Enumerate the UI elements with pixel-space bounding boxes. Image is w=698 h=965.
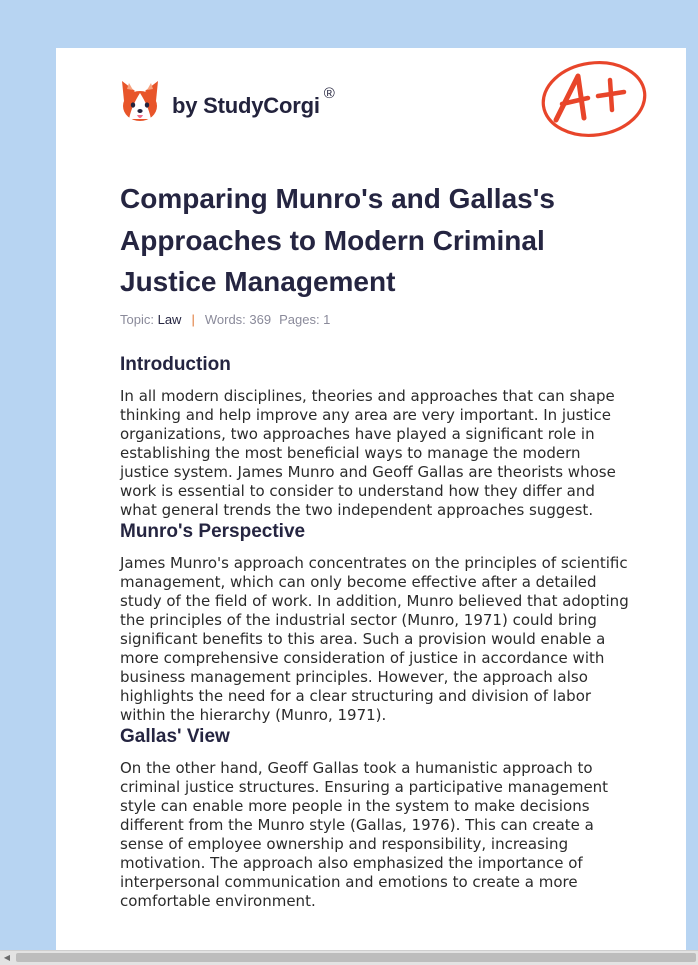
word-count: Words: 369 — [204, 312, 272, 327]
scrollbar-thumb[interactable] — [16, 953, 696, 962]
horizontal-scrollbar[interactable] — [0, 950, 698, 965]
scroll-left-arrow-icon[interactable]: ◀ — [3, 953, 11, 962]
document-meta — [120, 312, 330, 327]
brand-header[interactable] — [120, 76, 335, 126]
brand-name: by StudyCorgi — [172, 93, 320, 118]
document-page — [56, 48, 686, 952]
section-paragraph: James Munro's approach concentrates on the principles of scientific management, which can only become effective after a detailed study of the field of work. In addition, Munro believed that adopting the principles of the industrial sector (Munro, 1971) could bring significant benefits to this area. Such a provision would enable a more comprehensive consideration of justice in accordance with business management principles. However, the approach also highlights the need for a clear structuring and division of labor within the hierarchy (Munro, 1971). — [120, 554, 629, 724]
registered-mark: ® — [323, 84, 335, 102]
section-heading: Introduction — [120, 354, 231, 375]
section-heading: Munro's Perspective — [120, 521, 306, 542]
section-paragraph: On the other hand, Geoff Gallas took a humanistic approach to criminal justice structures. Ensuring a participative management style can enable more people in the system to make decisions different from the Munro style (Gallas, 1976). This can create a sense of employee ownership and responsibility, increasing motivation. The approach also emphasized the importance of interpersonal communication and emotions to create a more comfortable environment. — [120, 759, 609, 910]
section-heading: Gallas' View — [120, 726, 230, 747]
document-title: Comparing Munro's and Gallas's Approaches to Modern Criminal Justice Management — [120, 183, 555, 297]
section-paragraph: In all modern disciplines, theories and approaches that can shape thinking and help improve any area are very important. In justice organizations, two approaches have played a significant role in establishing the most beneficial ways to manage the modern justice system. James Munro and Geoff Gallas are theorists whose work is essential to consider to understand how they differ and what general trends the two independent approaches suggest. — [120, 387, 616, 519]
topic-label: Topic: — [120, 312, 154, 327]
topic-link[interactable]: Law — [157, 312, 182, 327]
meta-separator: | — [191, 312, 195, 327]
corgi-logo-icon — [120, 79, 160, 123]
page-count: Pages: 1 — [279, 312, 331, 327]
a-plus-grade-icon — [538, 58, 648, 144]
document-body — [120, 353, 632, 911]
